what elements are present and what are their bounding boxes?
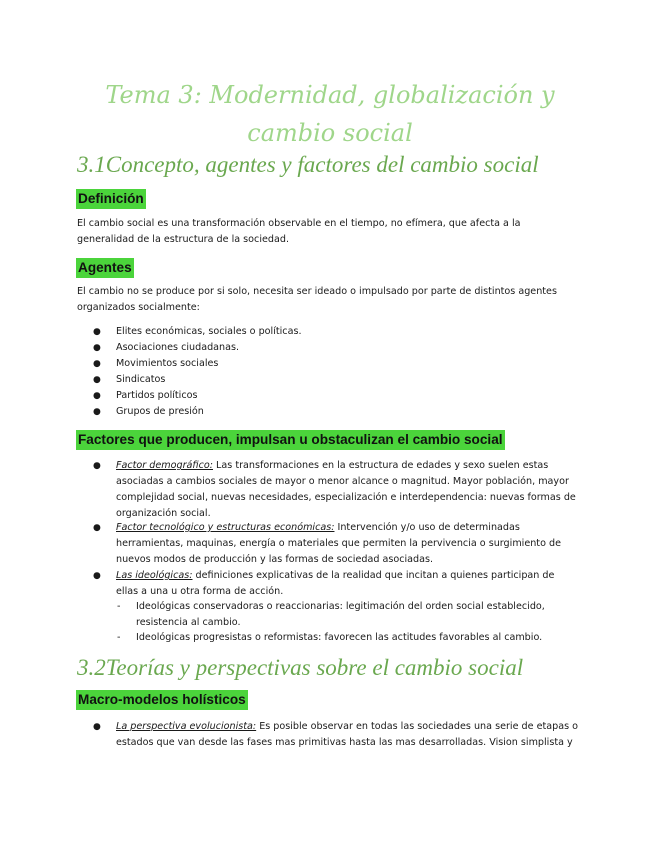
ideologicas-subitem: Ideológicas conservadoras o reaccionarias: legitimación del orden social establecido, resistencia al cambio. [136,601,545,628]
factor-item-ideologicas [116,568,578,600]
bullet-icon: ● [93,391,101,401]
factor-term: Las ideológicas: [116,570,193,581]
bullet-icon: ● [93,343,101,353]
factor-term: Factor tecnológico y estructuras económicas: [116,522,335,533]
perspective-term: La perspectiva evolucionista: [116,721,257,732]
subheading-macro-modelos: Macro-modelos holísticos [76,690,248,710]
factor-item-tecnologico [116,520,578,568]
agentes-list-item: Sindicatos [116,374,166,385]
bullet-icon: ● [93,523,101,533]
agentes-list-item: Movimientos sociales [116,358,219,369]
section-heading-3-1: 3.1Concepto, agentes y factores del cambio social [77,152,539,177]
ideologicas-subitem: Ideológicas progresistas o reformistas: favorecen las actitudes favorables al cambio. [136,632,543,643]
bullet-icon: ● [93,375,101,385]
bullet-icon: ● [93,722,101,732]
bullet-icon: ● [93,461,101,471]
factor-text: Las transformaciones en la estructura de edades y sexo suelen estas asociadas a cambios sociales de mayor o menor alcance o magnitud. Mayor población, mayor complejidad social, nuevas necesidades, especialización e interdependencia: nuevas formas de organización social. [116,460,576,519]
dash-icon: - [117,601,121,612]
dash-icon: - [117,632,121,643]
agentes-paragraph: El cambio no se produce por si solo, necesita ser ideado o impulsado por parte de distintos agentes organizados socialmente: [77,286,557,313]
bullet-icon: ● [93,571,101,581]
perspective-text: Es posible observar en todas las sociedades una serie de etapas o estados que van desde las fases mas primitivas hasta las mas desarrolladas. Vision simplista y [116,721,578,748]
factor-item-demografico [116,458,578,522]
agentes-list-item: Grupos de presión [116,406,204,417]
agentes-list-item: Asociaciones ciudadanas. [116,342,240,353]
factor-text: Intervención y/o uso de determinadas herramientas, maquinas, energía o materiales que permiten la pervivencia o surgimiento de nuevos modos de producción y las formas de sociedad asociadas. [116,522,561,565]
subheading-definicion: Definición [76,189,146,209]
subheading-factores: Factores que producen, impulsan u obstaculizan el cambio social [76,430,505,450]
bullet-icon: ● [93,359,101,369]
macro-item-evolucionista [116,719,578,751]
bullet-icon: ● [93,407,101,417]
subheading-agentes: Agentes [76,258,134,278]
factor-term: Factor demográfico: [116,460,213,471]
bullet-icon: ● [93,327,101,337]
definicion-paragraph: El cambio social es una transformación observable en el tiempo, no efímera, que afecta a la generalidad de la estructura de la sociedad. [77,218,521,245]
agentes-list-item: Partidos políticos [116,390,198,401]
document-title: Tema 3: Modernidad, globalización y cambio social [105,81,555,147]
section-heading-3-2: 3.2Teorías y perspectivas sobre el cambio social [77,655,524,680]
factor-text: definiciones explicativas de la realidad que incitan a quienes participan de ellas a una u otra forma de acción. [116,570,555,597]
agentes-list-item: Elites económicas, sociales o políticas. [116,326,302,337]
